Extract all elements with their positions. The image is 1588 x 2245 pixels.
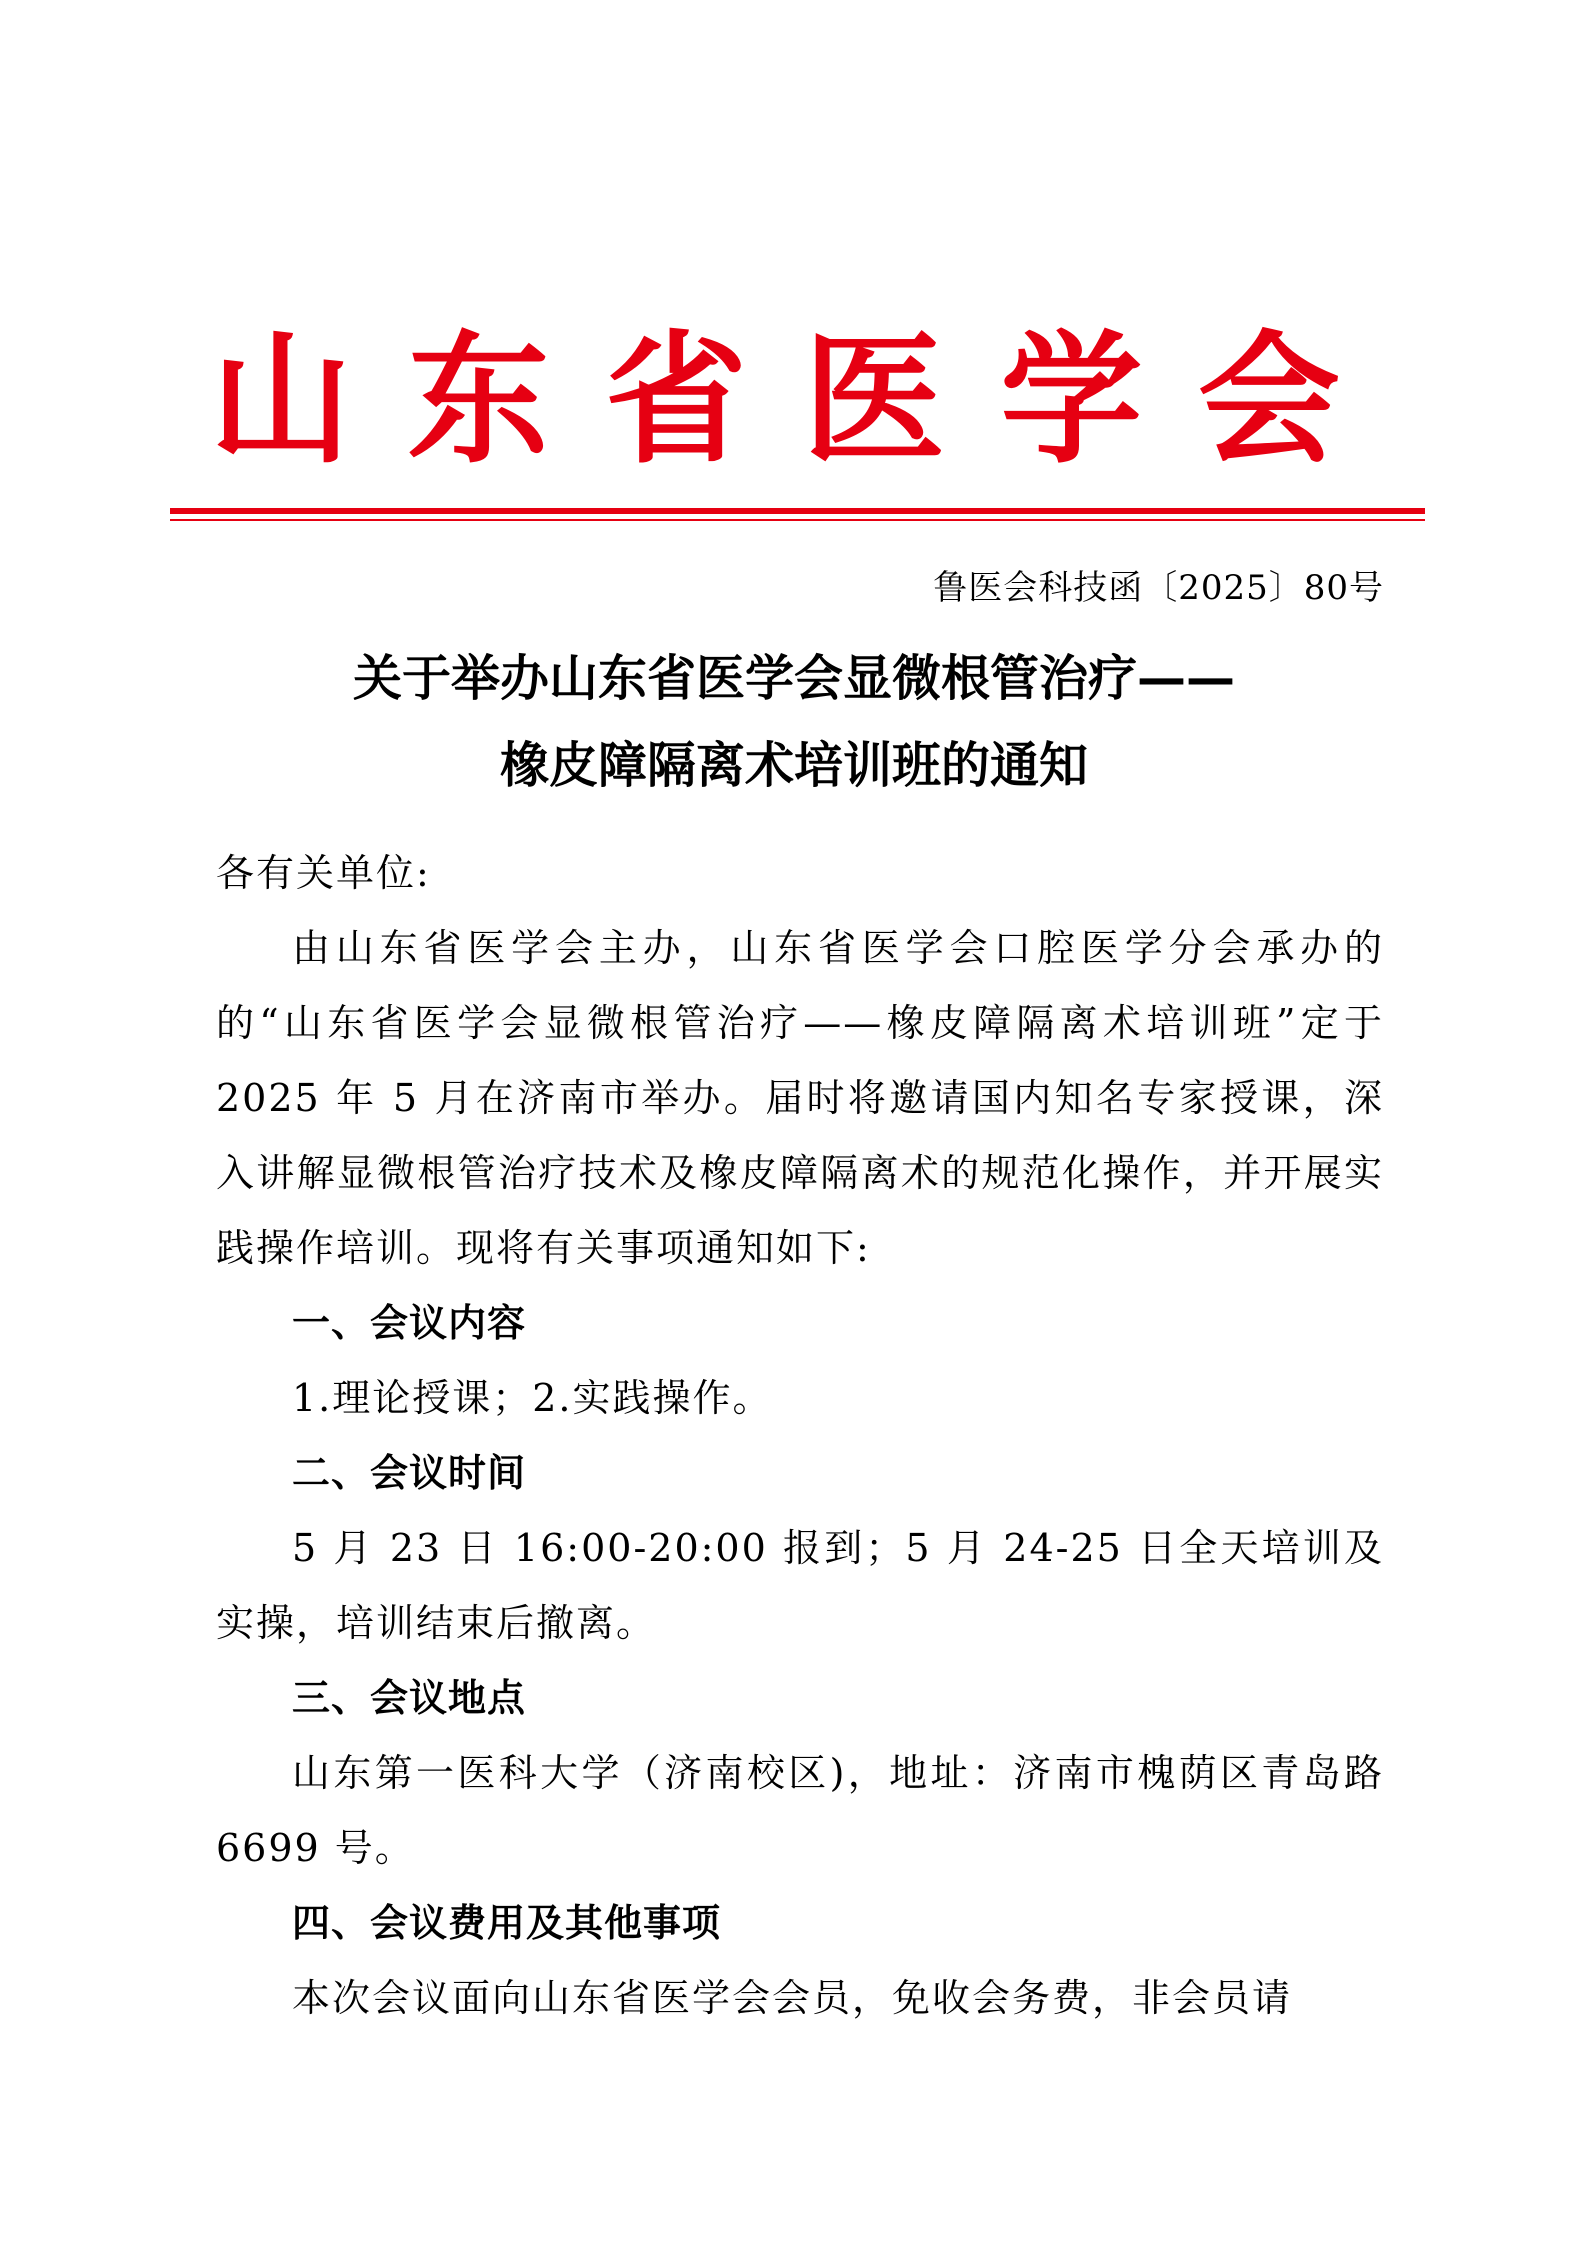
section-text: 1.理论授课；2.实践操作。 [292,1376,773,1420]
red-divider-thin [170,519,1425,521]
masthead-char: 学 [1000,317,1143,483]
document-title-line-2: 橡皮障隔离术培训班的通知 [499,737,1088,794]
section-text: 山东第一医科大学（济南校区)，地址：济南市槐荫区青岛路 6699 号。 [216,1751,1384,1870]
section-text: 本次会议面向山东省医学会会员，免收会务费，非会员请 [292,1976,1293,2020]
document-body [216,836,1384,2036]
masthead-char: 省 [605,317,748,483]
section-text: 5 月 23 日 16:00-20:00 报到；5 月 24-25 日全天培训及实操，培训结束后撤离。 [216,1526,1384,1645]
red-divider-thick [170,508,1425,514]
masthead-title [210,317,1340,483]
section-heading: 一、会议内容 [292,1301,527,1345]
document-title-line-1: 关于举办山东省医学会显微根管治疗—— [352,650,1235,707]
intro-paragraph: 由山东省医学会主办，山东省医学会口腔医学分会承办的的“山东省医学会显微根管治疗——橡皮障隔离术培训班”定于 2025 年 5 月在济南市举办。届时将邀请国内知名专家授课，深入讲解显微根管治疗技术及橡皮障隔离术的规范化操作，并开展实践操作培训。现将有关事项通知如下: [216,926,1384,1270]
masthead-char: 医 [802,317,945,483]
salutation: 各有关单位: [216,851,431,895]
section-heading: 二、会议时间 [292,1451,527,1495]
masthead-char: 山 [210,317,352,483]
document-number: 鲁医会科技函〔2025〕80号 [933,568,1384,608]
section-heading: 三、会议地点 [292,1676,527,1720]
masthead-char: 会 [1197,317,1340,483]
masthead-char: 东 [407,317,550,483]
section-heading: 四、会议费用及其他事项 [292,1901,722,1945]
